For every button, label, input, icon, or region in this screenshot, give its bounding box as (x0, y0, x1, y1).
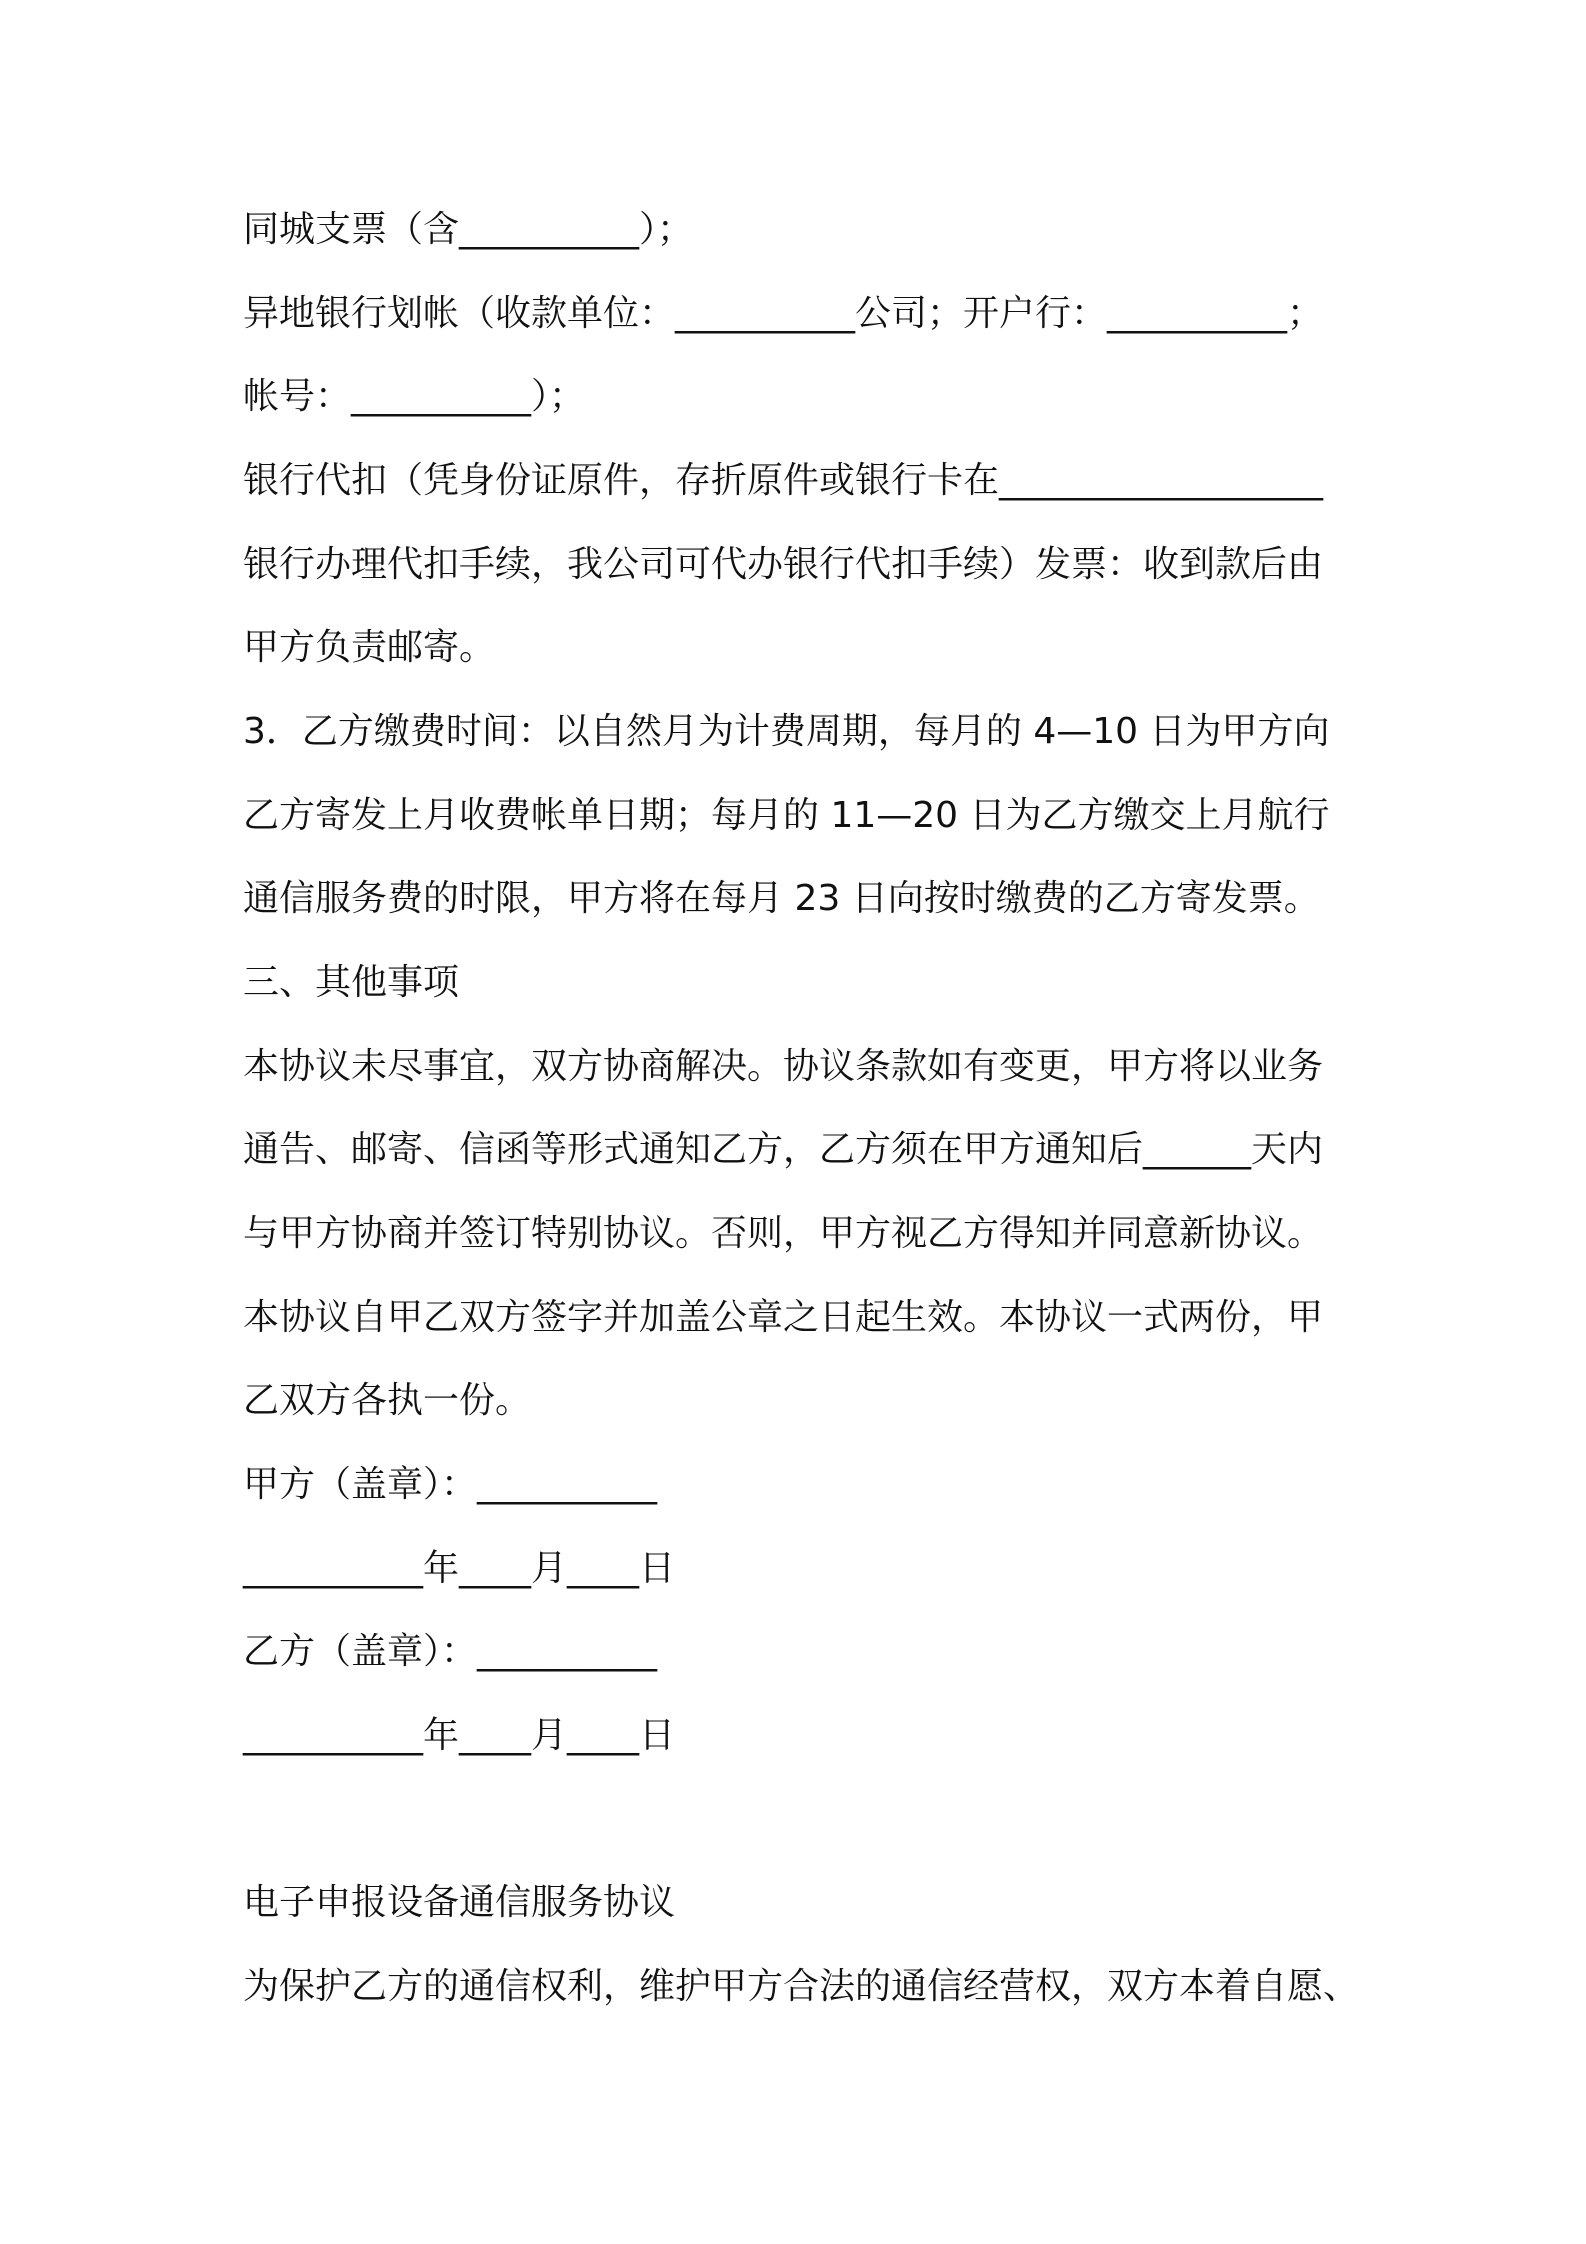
document-title: 电子申报设备通信服务协议 (243, 1882, 676, 1923)
text-line-copies: 乙双方各执一份。 (243, 1380, 532, 1421)
text-line-other-matters-2: 通告、邮寄、信函等形式通知乙方，乙方须在甲方通知后______天内 (243, 1129, 1324, 1170)
text-line-effective: 本协议自甲乙双方签字并加盖公章之日起生效。本协议一式两份，甲 (243, 1297, 1324, 1338)
text-line-other-matters-1: 本协议未尽事宜，双方协商解决。协议条款如有变更，甲方将以业务 (243, 1046, 1324, 1087)
date-party-b: __________年____月____日 (243, 1715, 675, 1756)
text-line-account-number: 帐号：__________）； (243, 376, 586, 417)
text-line-local-check: 同城支票（含__________）； (243, 209, 694, 250)
signature-party-a: 甲方（盖章）：__________ (243, 1464, 658, 1505)
text-line-payment-time: 3．乙方缴费时间：以自然月为计费周期，每月的 4—10 日为甲方向 (243, 711, 1330, 752)
date-party-a: __________年____月____日 (243, 1548, 675, 1589)
text-line-other-matters-3: 与甲方协商并签订特别协议。否则，甲方视乙方得知并同意新协议。 (243, 1213, 1324, 1254)
text-line-mailing: 甲方负责邮寄。 (243, 627, 496, 668)
signature-party-b: 乙方（盖章）：__________ (243, 1631, 658, 1672)
text-line-remote-transfer: 异地银行划帐（收款单位：__________公司；开户行：__________； (243, 293, 1324, 334)
text-line-intro: 为保护乙方的通信权利，维护甲方合法的通信经营权，双方本着自愿、 (243, 1966, 1360, 2007)
text-line-bank-debit: 银行代扣（凭身份证原件，存折原件或银行卡在__________________ (243, 460, 1324, 501)
text-line-bank-debit-continued: 银行办理代扣手续，我公司可代办银行代扣手续）发票：收到款后由 (243, 544, 1324, 585)
text-line-payment-time-2: 乙方寄发上月收费帐单日期；每月的 11—20 日为乙方缴交上月航行 (243, 795, 1330, 836)
section-heading-other-matters: 三、其他事项 (243, 962, 460, 1003)
text-line-payment-time-3: 通信服务费的时限，甲方将在每月 23 日向按时缴费的乙方寄发票。 (243, 878, 1320, 919)
